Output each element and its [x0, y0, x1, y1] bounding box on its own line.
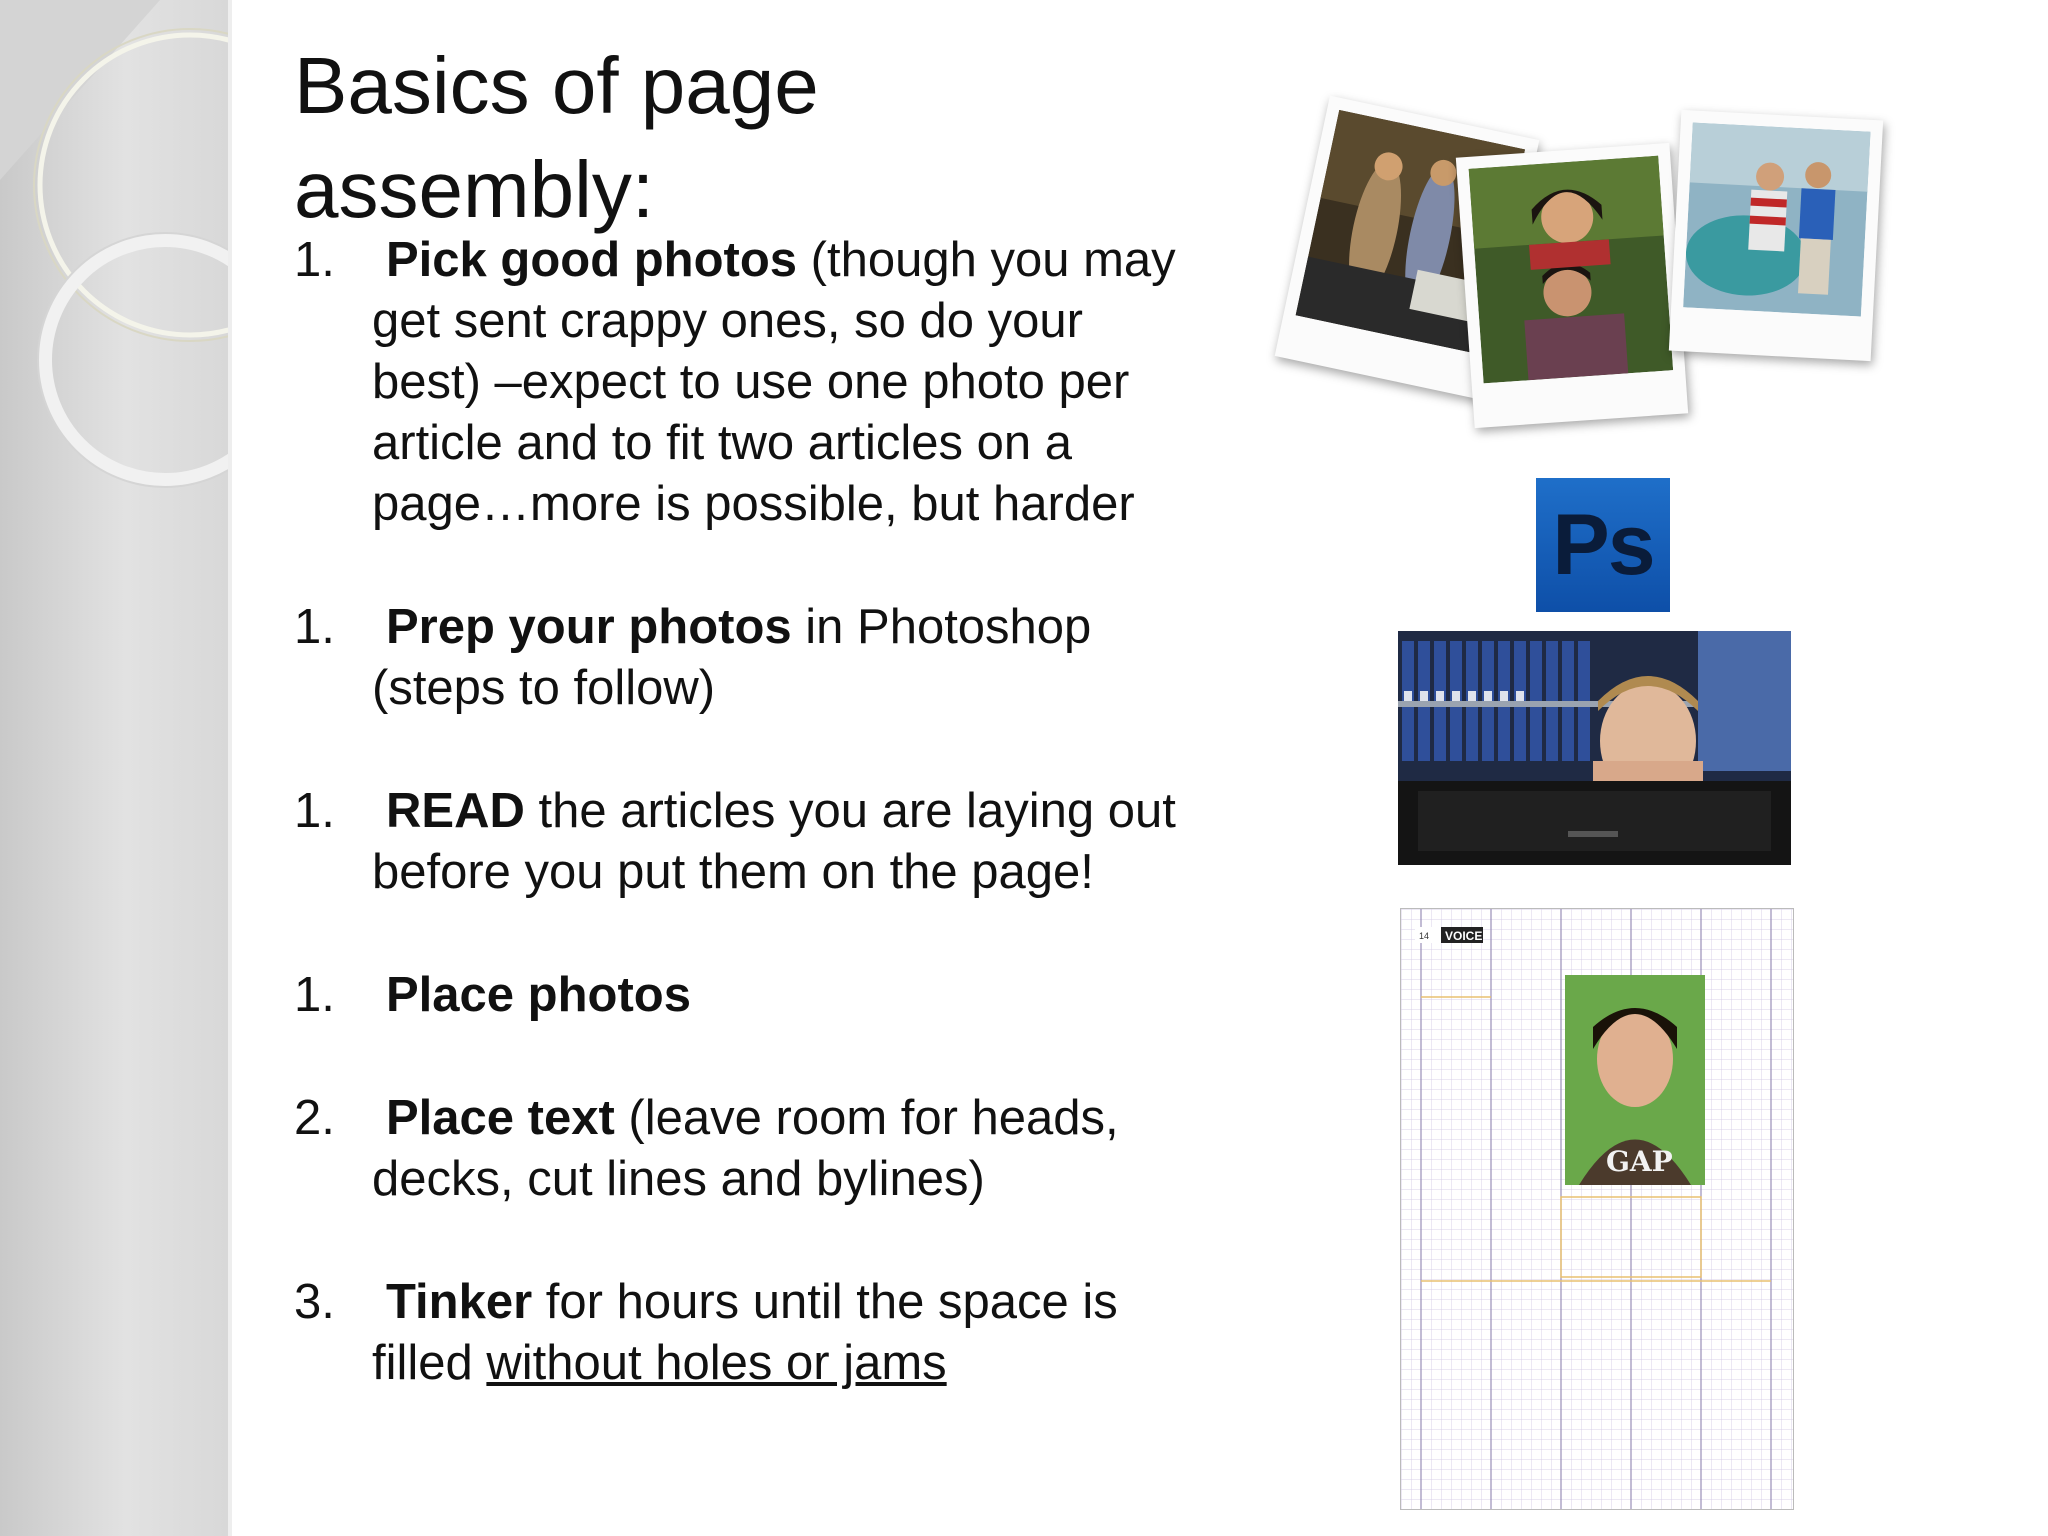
slide-title: Basics of page assembly: [294, 41, 819, 234]
item-text: (though you may get sent crappy ones, so do your best) –expect to use one photo per article and to fit two articles on a page…more is possible, but harder [372, 233, 1176, 531]
polaroid-collage [1280, 95, 1880, 425]
item-heading: Tinker [386, 1275, 533, 1329]
item-number: 1. [294, 600, 335, 654]
list-item [294, 230, 1194, 535]
sidebar-rings-decoration [0, 0, 228, 1536]
item-heading: Pick good photos [386, 233, 798, 287]
list-item [294, 597, 1194, 719]
item-text: (leave room for heads, decks, cut lines and bylines) [372, 1091, 1119, 1206]
photo-tired-office-worker [1398, 631, 1791, 865]
item-number: 3. [294, 1275, 335, 1329]
item-number: 1. [294, 784, 335, 838]
page-layout-grid-mockup [1400, 908, 1794, 1510]
item-text: the articles you are laying out before you put them on the page! [372, 784, 1176, 899]
list-item [294, 965, 1194, 1026]
steps-list [294, 230, 1194, 1456]
item-number: 1. [294, 233, 335, 287]
item-text: in Photoshop (steps to follow) [372, 600, 1092, 715]
decorative-sidebar [0, 0, 228, 1536]
layout-grid-illustration [1401, 909, 1793, 1509]
layout-page-number: 14 [1419, 931, 1430, 941]
item-heading: Place text [386, 1091, 615, 1145]
item-number: 1. [294, 968, 335, 1022]
item-underlined-text: without holes or jams [486, 1336, 947, 1390]
polaroid-photo-couple [1456, 143, 1688, 428]
photoshop-logo-icon [1536, 478, 1670, 612]
item-heading: READ [386, 784, 525, 838]
sidebar-divider [228, 0, 232, 1536]
item-heading: Place photos [386, 968, 691, 1022]
office-photo-illustration [1398, 631, 1791, 865]
hoodie-logo-text: GAP [1606, 1145, 1673, 1178]
item-text: for hours until the space is filled [372, 1275, 1118, 1390]
item-number: 2. [294, 1091, 335, 1145]
item-heading: Prep your photos [386, 600, 792, 654]
photoshop-logo-text: Ps [1552, 496, 1654, 593]
list-item [294, 1272, 1194, 1394]
list-item [294, 1088, 1194, 1210]
layout-header-label: VOICE [1445, 929, 1483, 943]
list-item [294, 781, 1194, 903]
polaroid-photo-car-friends [1669, 110, 1883, 361]
